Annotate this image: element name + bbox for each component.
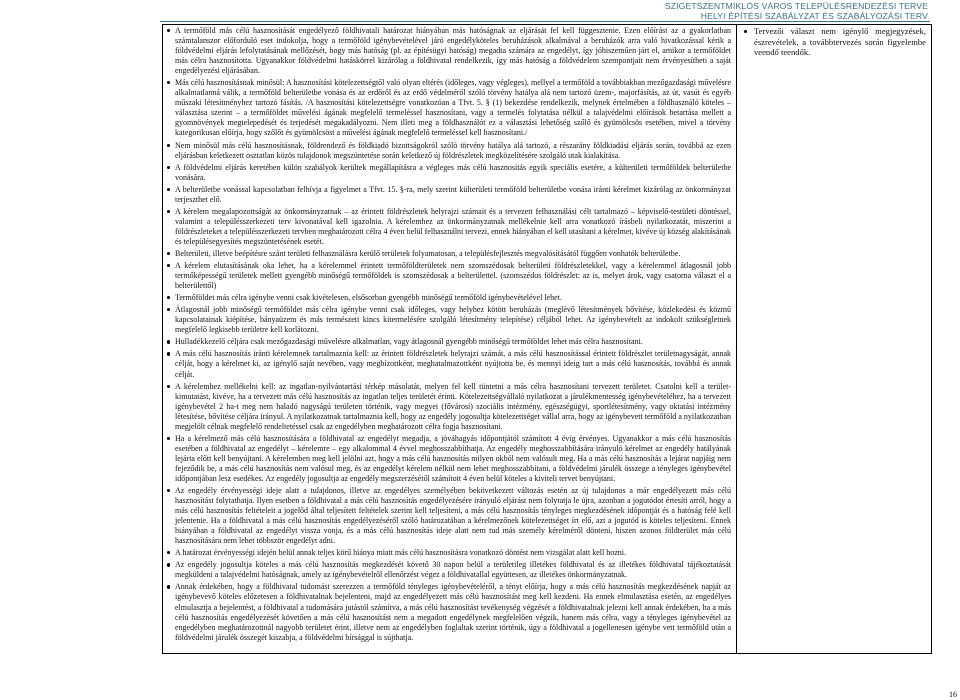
bullet-icon <box>167 81 170 84</box>
list-item <box>167 382 731 432</box>
bullet-icon <box>167 252 170 255</box>
list-item <box>167 185 731 205</box>
entry-text: Az engedély jogosultja köteles a más célú hasznosítás megkezdését követő 30 napon belül a területileg illetékes földhivatal és az illetékes földhivatal tájékoztatását megküldeni a talajvédelmi hatóságnak, amely az igénybevételről ellenőrzést végez a földhivatallal együttesen, az illetékes önkormányzatnak. <box>175 560 731 580</box>
list-item <box>167 141 731 161</box>
remarks-column <box>744 26 926 58</box>
list-item <box>167 548 731 558</box>
entry-text: A földvédelmi eljárás keretében külön szabályok kerültek megállapításra a végleges más célú hasznosítás egyik speciális esetére, a külterületi termőföldek belterületbe vonására. <box>175 162 731 182</box>
bullet-icon <box>167 308 170 311</box>
entry-text: Nem minősül más célú hasznosításnak, földrendező és földkiadó bizottságokról szóló törvény hatálya alá tartozó, a részarány földkiadási eljárás során, továbbá az ezen eljárásban keletkezett osztatlan közös tulajdonok megszüntetése során keletkező új földrészletek megközelítésére szolgáló utak kialakítása. <box>175 140 731 160</box>
list-item <box>167 349 731 379</box>
bullet-icon <box>167 489 170 492</box>
bullet-icon <box>167 166 170 169</box>
bullet-icon <box>167 340 170 343</box>
entry-text: Termőföldet más célra igénybe venni csak kivételesen, elsősorban gyengébb minőségű termőföld igénybevételével lehet. <box>175 293 562 303</box>
entry-text: A határozat érvényességi idején belül annak teljes körű hiánya miatt más célú hasznosításra vonatkozó döntést nem vizsgálat alatt kell hozni. <box>175 548 626 558</box>
entry-text: Más célú hasznosításnak minősül: A hasznosítási kötelezettségtől való olyan eltérés (időleges, vagy végleges), mellyel a termőföld a továbbiakban mezőgazdasági művelésre alkalmatlanná válik, a termőföld belterületbe vonása és az erdőről és az erdő védelméről szóló törvény hatálya alá nem tartozó üzem-, majorfásítás, az út, vasút és egyéb műszaki létesítményhez tartozó fásítás. /A hasznosítási kötelezettségre vonatkozóan a Tfvt. 5. § (1) bekezdése rendelkezik, melynek értelmében a földhasználó köteles – választása szerint – a termőföldet művelési ágának megfelelő termeléssel hasznosítani, vagy a termelés folytatása nélkül a talajvédelmi előírások betartása mellett a gyomnövények megtelepedését és terjedését megakadályozni. Nem illeti meg a földhasználót ez a választási lehetőség szőlő és gyümölcsös esetében, mivel a törvény kategorikusan előírja, hogy szőlőt és gyümölcsöst a művelési ágának megfelelő termeléssel kell hasznosítani./ <box>175 78 731 138</box>
bullet-icon <box>167 551 170 554</box>
list-item <box>167 261 731 291</box>
bullet-icon <box>744 30 747 33</box>
page-number: 16 <box>949 690 957 699</box>
bullet-icon <box>167 563 170 566</box>
entry-text: A belterületbe vonással kapcsolatban felhívja a figyelmet a Tfvt. 15. §-ra, mely szerint külterületi termőföld belterületbe vonása iránti kérelmet kizárólag az önkormányzat terjeszthet elő. <box>175 184 731 204</box>
bullet-icon <box>167 210 170 213</box>
column-divider <box>736 25 737 653</box>
list-item <box>167 305 731 335</box>
list-item <box>167 560 731 580</box>
main-column <box>167 26 731 645</box>
list-item <box>167 434 731 484</box>
bullet-icon <box>167 188 170 191</box>
entry-text: A más célú hasznosítás iránti kérelemnek tartalmaznia kell: az érintett földrészletek helyrajzi számát, a más célú hasznosítással érintett földrészlet területnagyságát, annak célját, hogy a kérelmet ki, az igénylő saját nevében, vagy megbízottként, meghatalmazottként nyújtotta be, és mennyi ideig tart a más célú hasznosítás, továbbá és annak célját. <box>175 349 731 379</box>
entry-text: Annak érdekében, hogy a földhivatal tudomást szerezzen a termőföld tényleges igénybevételéről, a tényt előírja, hogy a más célú hasznosítás megkezdésének napját az igénybevevő köteles előzetesen a földhivatalnak bejelenteni, majd az engedélyezett más célú hasznosítást meg kell kezdeni. Ha ennek elmulasztása esetén, az engedélyes elmulasztja a bejelentést, a földhivatal a tudomására jutástól számítva, a más célú hasznosítást tevékenység végzését a földhivatalnak jelezni kell annak érdekében, ha a más célú hasznosítás engedélyezését követően a más célú hasznosítást nem a megadott engedélynek megfelelően végzik, hanem más célra, vagy a tényleges igénybevétel az engedélyben meghatározottnál nagyobb területet érint, illetve nem az engedélyben foglaltak szerint történik, úgy a földhivatal a jogellenesen igénybe vett termőföld után a földvédelmi járulék összegét kiszabja, a földvédelmi bírsággal is sújthatja. <box>175 582 731 642</box>
header-divider <box>160 21 930 22</box>
bullet-icon <box>167 296 170 299</box>
entry-text: Az engedély érvényességi ideje alatt a tulajdonos, illetve az engedélyes személyében bekövetkezett változás esetén az új tulajdonos a már engedélyezett más célú hasznosítást folytathatja. Ilyen esetben a földhivatal a más célú hasznosítás engedélyezésére irányuló eljárást nem folytatja le újra, azonban a jogutódot értesíti arról, hogy a más célú hasznosítás feltételeit a jogelőd által teljesített feltételek szerint kell teljesíteni, a más célú hasznosítás tényleges megkezdésének időpontját és a hatóság felé kell jelentenie. Ha a földhivatal a más célú hasznosítás engedélyezéséről szóló határozatában a kérelmezőnek kötelezettséget írt elő, azt a jogutód is köteles teljesíteni. Ennek hiányában a földhivatal az engedélyt vissza vonja, és a más célú hasznosítás ideje alatt nem tud más személy kérelméről dönteni, hiszen azonos földterület más célú hasznosítására nem lehet többször engedélyt adni. <box>175 486 731 546</box>
bullet-icon <box>167 385 170 388</box>
list-item <box>167 293 731 303</box>
entry-text: Belterületi, illetve beépítésre szánt területi felhasználásra kerülő területek folyamatosan, a településfejlesztés megvalósításától függően vonhatók belterületbe. <box>175 248 681 258</box>
list-item <box>167 207 731 247</box>
bullet-icon <box>167 437 170 440</box>
bullet-icon <box>167 352 170 355</box>
list-item <box>167 78 731 138</box>
page-header <box>0 0 960 22</box>
entry-text: A kérelem megalapozottságát az önkormányzatnak – az érintett földrészletek helyrajzi számait és a tervezett felhasználási célt tartalmazó – képviselő-testületi döntéssel, valamint a településszerkezeti terv kivonatával kell igazolnia. A kérelemhez az önkormányzatnak mellékelnie kell arra vonatkozó írásbeli nyilatkozatát, miszerint a földrészleteket a településszerkezeti tervben meghatározott célra 4 éven belül felhasználni tervezi, ennek hiányában el kell utasítani a kérelmet, kivéve új község alakításának és településegyesítés megszüntetésének esetét. <box>175 206 731 246</box>
list-item <box>167 163 731 183</box>
bullet-icon <box>167 144 170 147</box>
entry-text: A kérelem elutasításának oka lehet, ha a kérelemmel érintett termőföldterületek nem szomszédosak belterületi földrészletekkel, vagy a kérelemmel átlagosnál jobb termőképességű területek mellett gyengébb minőségű termőföldek is szomszédosak a belterülettel. (szomszédos földrészlet: az is, melyet árok, vagy csatorna választ el a belterülettől) <box>175 261 731 291</box>
remark-item <box>744 26 926 58</box>
bullet-icon <box>167 264 170 267</box>
entry-text: Hulladékkezelő céljára csak mezőgazdasági művelésre alkalmatlan, vagy átlagosnál gyengébb minőségű termőföldet lehet más célra hasznosítani. <box>175 337 643 347</box>
plan-title: SZIGETSZENTMIKLÓS VÁROS TELEPÜLÉSRENDEZÉSI TERVE <box>664 1 928 11</box>
entry-text: Átlagosnál jobb minőségű termőföldet más célra igénybe venni csak időleges, vagy helyhez kötött beruházás (meglévő létesítmények bővítése, közlekedési és közmű kapcsolatainak kiépítése, bányaüzem és más természeti kincs kitermelésére szolgáló létesítmény telepítése) céljából lehet. Az igénybevételt az indokolt szükségletnek megfelelő legkisebb területre kell korlátozni. <box>175 305 731 335</box>
bullet-icon <box>167 585 170 588</box>
comment-table <box>162 24 932 654</box>
regulation-title: HELYI ÉPÍTÉSI SZABÁLYZAT ÉS SZABÁLYOZÁSI TERV <box>700 11 928 21</box>
list-item <box>167 337 731 347</box>
list-item <box>167 486 731 546</box>
list-item <box>167 582 731 642</box>
bullet-icon <box>167 29 170 32</box>
entry-text: Ha a kérelmező más célú hasznosítására a földhivatal az engedélyt megadja, a jóváhagyás időpontjától számított 4 évig érvényes. Ugyanakkor a más célú hasznosítás esetében a földhivatal az engedélyt – kérelemre – egy alkalommal 4 évvel meghosszabbíthatja. Az engedély meghosszabbítására irányuló kérelmet az engedély hatályának lejárta előtt kell benyújtani. A kérelemben meg kell jelölni azt, hogy a más célú hasznosítás milyen okból nem valósult meg. Ha a más célú hasznosítás a lejárat napjáig nem fejeződik be, a más célú hasznosítás nem valósul meg, és az engedélyt kérelem nélkül nem lehet meghosszabbítani, a földvédelmi járulék összege a tényleges igénybevétel időpontjában lesz esedékes. Az engedély jogosultja az engedély megszerzésétől számított 4 éven belül köteles a kiviteli tervet benyújtani. <box>175 433 731 483</box>
list-item <box>167 26 731 76</box>
entry-text: A kérelemhez mellékelni kell: az ingatlan-nyilvántartási térkép másolatát, melyen fel kell tüntetni a más célra hasznosítani tervezett területet. Csatolni kell a terület-kimutatást, kivéve, ha a tervezett más célú hasznosítás az ingatlan teljes területét érinti. Kötelezettségvállaló nyilatkozat a járulékmentesség igénybevételéhez, ha a tervezett igénybevétel 2 ha-t meg nem haladó nagyságú területen történik, vagy megyei (fővárosi) szociális intézmény, egészségügyi, sportlétesítmény, vagy oktatási intézmény létesítése, bővítése céljára irányul. A nyilatkozatnak tartalmaznia kell, hogy az engedély jogosultja kötelezettséget vállal arra, hogy az igénybevett termőföld a nyilatkozatban megjelölt célnak megfelelő rendeltetéssel csak az engedélyben meghatározott célra fogja hasznosítani. <box>175 381 731 431</box>
remark-text: Tervezői választ nem igénylő megjegyzések, észrevételek, a továbbtervezés során figyelembe veendő teendők. <box>754 26 926 57</box>
list-item <box>167 249 731 259</box>
entry-text: A termőföld más célú hasznosítását engedélyező földhivatali határozat hiányában más hatóságnak az eljárását fel kell függesztenie. Ezen előírást az a gyakorlatban számtalanszor előforduló eset indokolja, hogy a termőföld igénybevételével járó engedélyköteles beruházások alkalmával a beruházók arra való hivatkozással kérik a földvédelmi eljárás lefolytatásának mellőzését, hogy más hatóság (pl. az építésügyi hatóság) megadta számára az engedélyt, így jóhiszeműen járt el, amikor a termőföldet más célra hasznosította. Ugyanakkor földvédelmi hatáskörrel kizárólag a földhivatal rendelkezik, így más hatóság a földvédelem szempontjait nem érvényesítheti a saját engedélyezési eljárásában. <box>175 26 731 76</box>
